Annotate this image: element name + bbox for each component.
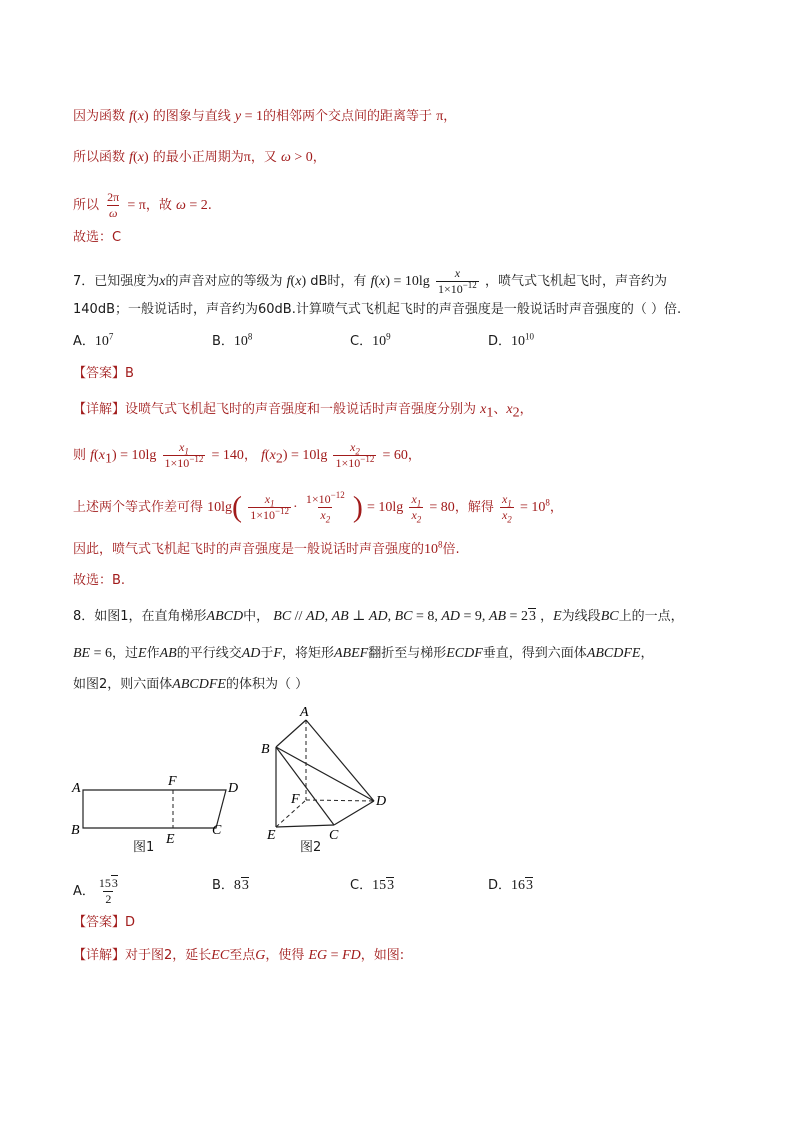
q8-detail-line-1: 【详解】对于图2，延长EC至点G，使得 EG = FD，如图: [73,948,405,963]
q8-option-a[interactable]: A． $\frac{153}{2}$ [73,876,118,906]
q8-stem-line-3: 如图2，则六面体ABCDFE的体积为（ ） [73,677,309,692]
label-d: D [376,794,387,809]
figure-1-caption: 图1 [133,840,155,855]
q7-stem-line-1: 7．已知强度为x的声音对应的等级为 f(x) dB时，有 f(x) = 10lg $\frac{x}{1\times 10^{-12}}$ ，喷气式飞机起飞时，声音约为 [73,266,667,296]
q8-answer: 【答案】D [73,915,136,930]
figure-2-caption: 图2 [300,840,322,855]
label-c: C [212,823,222,838]
label-c: C [329,828,339,843]
label-f: F [168,774,177,789]
q6-line-3: 所以 $\frac{2\pi}{\omega}$ = π，故 ω = 2. [73,190,212,220]
q7-detail-line-2: 则 $f(x_1) = 10\lg$ $\frac{x_1}{1\times 10^{-12}}$ = 140， $f(x_2) = 10\lg$ $\frac{x_2}{1\times 10^{-12}}$ = 60， [73,440,421,470]
q8-stem-line-1: 8．如图1，在直角梯形ABCD中， BC // AD, AB ⊥ AD, BC = 8, AD = 9, AB = 23 ，E为线段BC上的一点， [73,609,684,624]
q6-choice: 故选：C [73,230,122,245]
label-a: A [300,705,309,720]
q8-option-d[interactable]: D．163 [488,878,534,893]
q7-option-b[interactable]: B．$10^8$ [212,331,253,349]
q8-option-b[interactable]: B．83 [212,878,249,893]
q7-detail-line-4: 因此，喷气式飞机起飞时的声音强度是一般说话时声音强度的$10^8$倍. [73,539,460,557]
q7-option-c[interactable]: C．$10^9$ [350,331,391,349]
label-b: B [261,742,270,757]
label-b: B [71,823,80,838]
label-a: A [72,781,81,796]
label-e: E [166,832,175,847]
label-f: F [291,792,300,807]
q7-stem-line-2: 140dB；一般说话时，声音约为60dB.计算喷气式飞机起飞时的声音强度是一般说话时声音强度的（ ）倍. [73,302,682,317]
q7-detail-line-1: 【详解】设喷气式飞机起飞时的声音强度和一般说话时声音强度分别为 $x_1$、$x_2$， [73,402,533,421]
label-e: E [267,828,276,843]
trapezoid-outline [83,790,226,828]
q7-option-a[interactable]: A．$10^7$ [73,331,114,349]
figure-2-hexahedron [256,705,406,845]
q8-option-c[interactable]: C．153 [350,878,395,893]
q7-choice: 故选：B. [73,573,126,588]
q6-line-2: 所以函数 f(x) 的最小正周期为π，又 ω > 0， [73,150,326,165]
q7-option-d[interactable]: D．$10^{10}$ [488,331,535,349]
q7-detail-line-3: 上述两个等式作差可得 10lg( $\frac{x_1}{1\times 10^{-12}}$ · $\frac{1\times 10^{-12}}{x_2}$ ) = 10lg $\frac{x_1}{x_2}$ = 80，解得 $\frac{x_1}{x_2}$ = $10^8$， [73,490,563,525]
label-d: D [228,781,239,796]
q6-line-1: 因为函数 f(x) 的图象与直线 y = 1的相邻两个交点间的距离等于 π， [73,109,457,124]
q8-stem-line-2: BE = 6，过E作AB的平行线交AD于F，将矩形ABEF翻折至与梯形ECDF垂直，得到六面体ABCDFE， [73,646,654,661]
figure-1-trapezoid [66,770,246,860]
q7-answer: 【答案】B [73,366,134,381]
